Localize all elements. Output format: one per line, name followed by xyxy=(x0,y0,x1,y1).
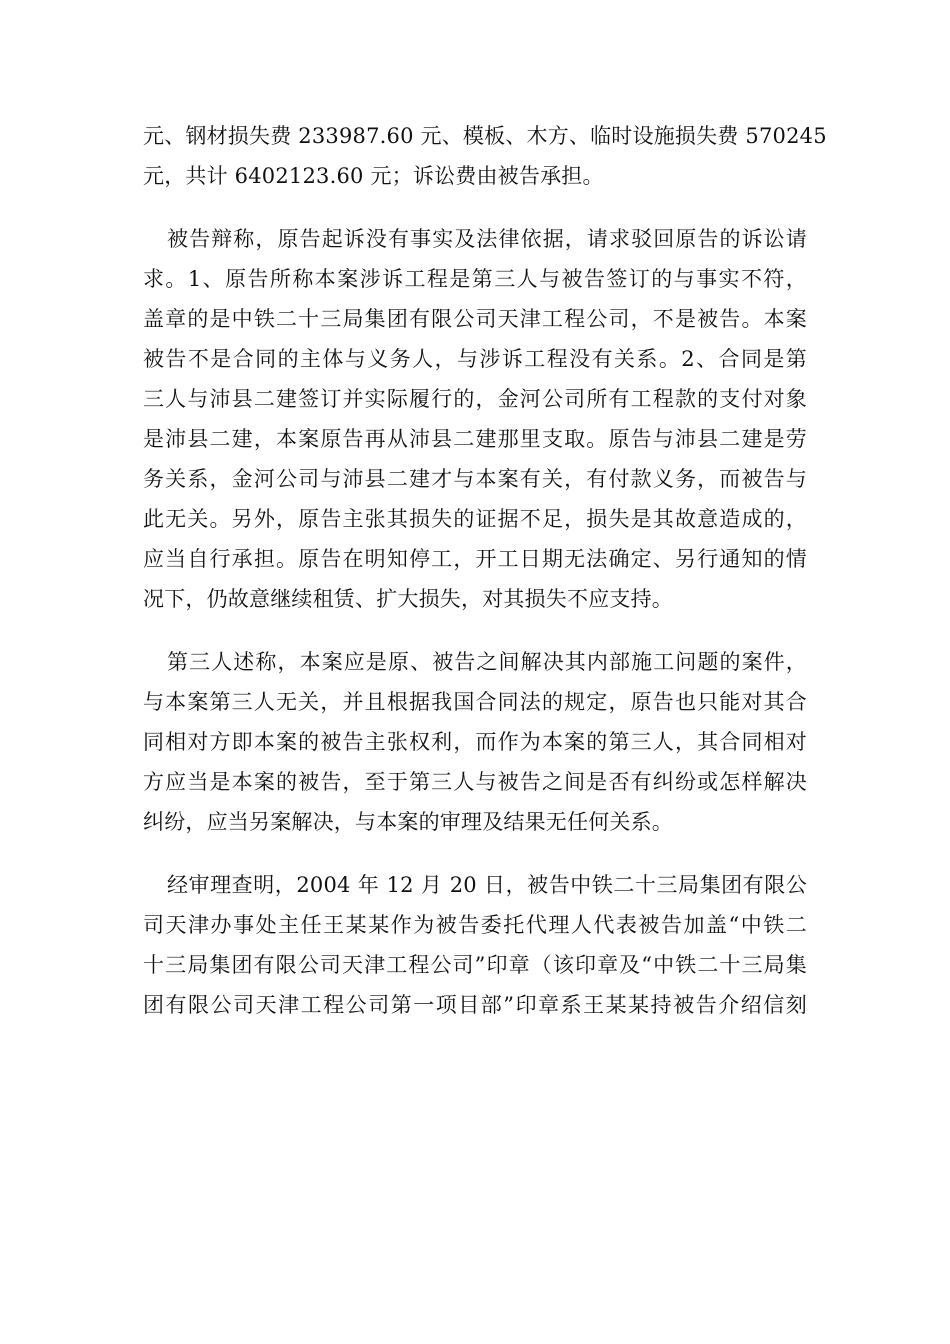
text-line: 求。1、原告所称本案涉诉工程是第三人与被告签订的与事实不符， xyxy=(143,267,807,291)
text-line: 况下，仍故意继续租赁、扩大损失，对其损失不应支持。 xyxy=(143,587,673,611)
paragraph-gap xyxy=(143,196,807,219)
paragraph-1 xyxy=(143,116,827,196)
text-line: 盖章的是中铁二十三局集团有限公司天津工程公司，不是被告。本案 xyxy=(143,307,807,331)
text-line: 方应当是本案的被告，至于第三人与被告之间是否有纠纷或怎样解决 xyxy=(143,770,807,794)
paragraph-gap xyxy=(143,619,807,642)
text-line: 第三人述称，本案应是原、被告之间解决其内部施工问题的案件， xyxy=(167,650,807,674)
paragraph-2 xyxy=(143,219,807,619)
text-line: 应当自行承担。原告在明知停工，开工日期无法确定、另行通知的情 xyxy=(143,547,807,571)
text-line: 被告辩称，原告起诉没有事实及法律依据，请求驳回原告的诉讼请 xyxy=(167,227,807,251)
text-line: 团有限公司天津工程公司第一项目部”印章系王某某持被告介绍信刻 xyxy=(143,993,807,1017)
text-line: 与本案第三人无关，并且根据我国合同法的规定，原告也只能对其合 xyxy=(143,690,807,714)
text-line: 务关系，金河公司与沛县二建才与本案有关，有付款义务，而被告与 xyxy=(143,467,807,491)
text-line: 同相对方即本案的被告主张权利，而作为本案的第三人，其合同相对 xyxy=(143,730,807,754)
paragraph-3 xyxy=(143,642,807,842)
paragraph-4 xyxy=(143,865,807,1025)
text-line: 纠纷，应当另案解决，与本案的审理及结果无任何关系。 xyxy=(143,810,673,834)
text-line: 元、钢材损失费 233987.60 元、模板、木方、临时设施损失费 570245 xyxy=(143,124,827,148)
document-page xyxy=(143,116,827,1025)
text-line: 经审理查明，2004 年 12 月 20 日，被告中铁二十三局集团有限公 xyxy=(167,873,807,897)
text-line: 十三局集团有限公司天津工程公司”印章（该印章及“中铁二十三局集 xyxy=(143,953,807,977)
text-line: 被告不是合同的主体与义务人，与涉诉工程没有关系。2、合同是第 xyxy=(143,347,807,371)
paragraph-gap xyxy=(143,842,807,865)
text-line: 此无关。另外，原告主张其损失的证据不足，损失是其故意造成的， xyxy=(143,507,807,531)
text-line: 是沛县二建，本案原告再从沛县二建那里支取。原告与沛县二建是劳 xyxy=(143,427,807,451)
text-line: 司天津办事处主任王某某作为被告委托代理人代表被告加盖“中铁二 xyxy=(143,913,807,937)
text-line: 三人与沛县二建签订并实际履行的，金河公司所有工程款的支付对象 xyxy=(143,387,807,411)
text-line: 元，共计 6402123.60 元；诉讼费由被告承担。 xyxy=(143,164,604,188)
